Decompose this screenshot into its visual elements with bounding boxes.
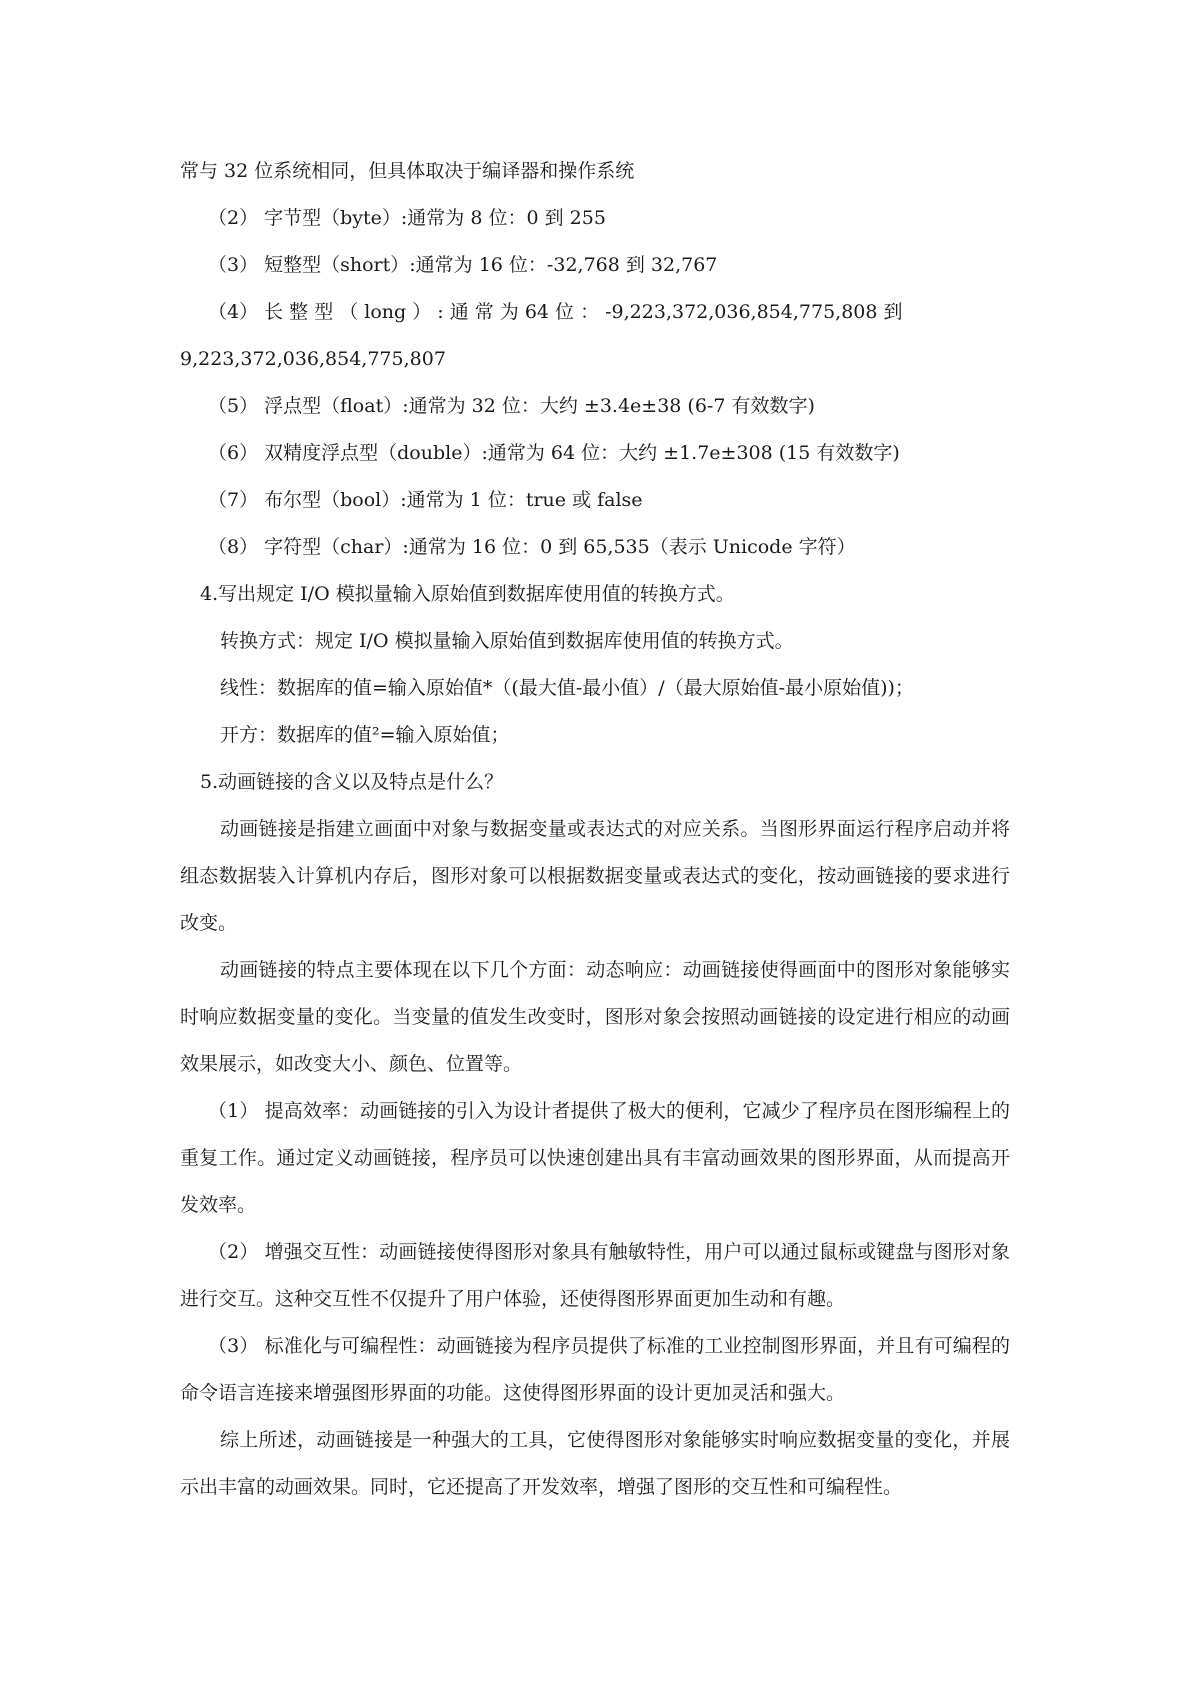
paragraph-efficiency: （1） 提高效率：动画链接的引入为设计者提供了极大的便利，它减少了程序员在图形编程上的重复工作。通过定义动画链接，程序员可以快速创建出具有丰富动画效果的图形界面，从而提高开发效率。 [180, 1100, 1010, 1216]
list-item-long: （4） 长 整 型 （ long ） : 通 常 为 64 位 ： -9,223,372,036,854,775,808 到 [208, 301, 903, 323]
paragraph-definition: 动画链接是指建立画面中对象与数据变量或表达式的对应关系。当图形界面运行程序启动并将组态数据装入计算机内存后，图形对象可以根据数据变量或表达式的变化，按动画链接的要求进行改变。 [180, 818, 1010, 934]
answer-linear-formula: 线性：数据库的值=输入原始值*（(最大值-最小值）/（最大原始值-最小原始值))； [220, 677, 914, 699]
list-item-float: （5） 浮点型（float）:通常为 32 位：大约 ±3.4e±38 (6-7 有效数字) [208, 395, 815, 417]
text-line-continuation: 常与 32 位系统相同，但具体取决于编译器和操作系统 [180, 160, 635, 182]
list-item-double: （6） 双精度浮点型（double）:通常为 64 位：大约 ±1.7e±308 (15 有效数字) [208, 442, 900, 464]
list-item-short: （3） 短整型（short）:通常为 16 位：-32,768 到 32,767 [208, 254, 718, 276]
list-item-byte: （2） 字节型（byte）:通常为 8 位：0 到 255 [208, 207, 606, 229]
paragraph-features: 动画链接的特点主要体现在以下几个方面：动态响应：动画链接使得画面中的图形对象能够实时响应数据变量的变化。当变量的值发生改变时，图形对象会按照动画链接的设定进行相应的动画效果展示，如改变大小、颜色、位置等。 [180, 959, 1010, 1075]
question-5-heading: 5.动画链接的含义以及特点是什么？ [200, 771, 504, 793]
paragraph-standardization: （3） 标准化与可编程性：动画链接为程序员提供了标准的工业控制图形界面，并且有可编程的命令语言连接来增强图形界面的功能。这使得图形界面的设计更加灵活和强大。 [180, 1335, 1010, 1404]
answer-conversion-method: 转换方式：规定 I/O 模拟量输入原始值到数据库使用值的转换方式。 [220, 630, 794, 652]
list-item-long-continuation: 9,223,372,036,854,775,807 [180, 348, 446, 370]
paragraph-interactivity: （2） 增强交互性：动画链接使得图形对象具有触敏特性，用户可以通过鼠标或键盘与图形对象进行交互。这种交互性不仅提升了用户体验，还使得图形界面更加生动和有趣。 [180, 1241, 1010, 1310]
document-body [180, 148, 1010, 1511]
list-item-bool: （7） 布尔型（bool）:通常为 1 位：true 或 false [208, 489, 643, 511]
list-item-char: （8） 字符型（char）:通常为 16 位：0 到 65,535（表示 Unicode 字符） [208, 536, 856, 558]
paragraph-summary: 综上所述，动画链接是一种强大的工具，它使得图形对象能够实时响应数据变量的变化，并展示出丰富的动画效果。同时，它还提高了开发效率，增强了图形的交互性和可编程性。 [180, 1429, 1010, 1498]
question-4-heading: 4.写出规定 I/O 模拟量输入原始值到数据库使用值的转换方式。 [200, 583, 735, 605]
answer-sqrt-formula: 开方：数据库的值²=输入原始值； [220, 724, 510, 746]
